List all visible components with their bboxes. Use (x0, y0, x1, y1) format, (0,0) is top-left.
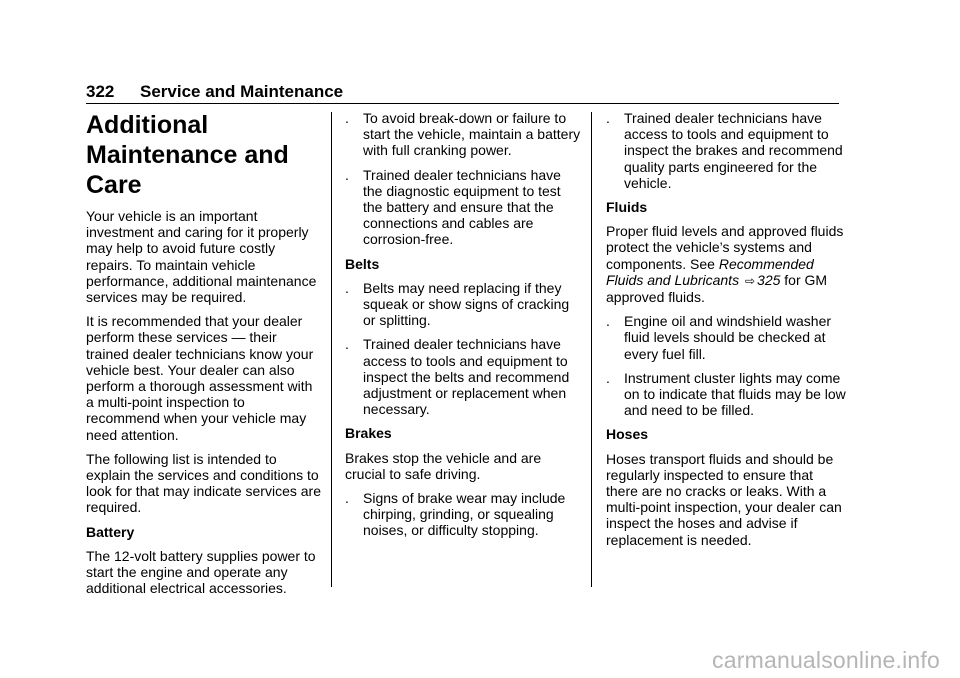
page-ref-arrow-icon: ⇨ (744, 273, 756, 288)
bullet-marker: . (345, 166, 349, 183)
battery-paragraph: The 12-volt battery supplies power to start the engine and operate any additional electrical accessories. (86, 547, 316, 597)
fluids-paragraph (606, 223, 846, 305)
intro-paragraph: Your vehicle is an important investment and caring for it properly may help to avoid future costly repairs. To maintain vehicle performance, additional maintenance services may be required. (86, 208, 317, 306)
page-title-line-2: Maintenance and Care (86, 141, 289, 199)
watermark: carmanualsonline.info (712, 647, 940, 673)
page-title-line-1: Additional (86, 111, 209, 139)
page-title (86, 110, 322, 200)
list-intro-paragraph: The following list is intended to explain the services and conditions to look for that may indicate services are required. (86, 450, 321, 516)
list-item-text: Trained dealer technicians have the diagnostic equipment to test the battery and ensure that the connections and cables are corrosion-free. (363, 166, 561, 248)
fluids-text: Proper fluid levels and approved fluids protect the vehicle’s systems and components. See (606, 223, 844, 272)
column-1 (86, 110, 322, 604)
bullet-marker: . (345, 110, 349, 126)
hoses-paragraph: Hoses transport fluids and should be regularly inspected to ensure that there are no cracks or leaks. With a multi-point inspection, your dealer can inspect the hoses and advise if replacement is needed. (606, 450, 842, 548)
list-item-text: Trained dealer technicians have access to tools and equipment to inspect the belts and recommend adjustment or replacement when necessary. (363, 336, 570, 418)
list-item (345, 490, 583, 539)
hoses-heading: Hoses (606, 426, 649, 443)
list-item (345, 280, 583, 329)
list-item (606, 313, 846, 362)
belts-heading: Belts (345, 255, 380, 272)
dealer-paragraph: It is recommended that your dealer perform these services — their trained dealer technicians know your vehicle best. Your dealer can also perform a thorough assessment with a multi-point inspection to recommend when your vehicle may need attention. (86, 313, 314, 443)
battery-heading: Battery (86, 523, 135, 540)
column-divider-1 (331, 112, 332, 587)
list-item (345, 110, 583, 159)
brakes-paragraph: Brakes stop the vehicle and are crucial to safe driving. (345, 449, 542, 482)
bullet-marker: . (606, 110, 610, 126)
bullet-marker: . (345, 490, 349, 507)
cross-reference-link[interactable]: Recommended Fluids and Lubricants (606, 255, 814, 288)
list-item-text: Signs of brake wear may include chirping, grinding, or squealing noises, or difficulty stopping. (363, 490, 566, 539)
fluids-heading: Fluids (606, 199, 648, 216)
column-2 (345, 110, 583, 547)
bullet-marker: . (606, 369, 610, 386)
list-item-text: Belts may need replacing if they squeak or show signs of cracking or splitting. (363, 279, 570, 329)
column-3 (606, 110, 846, 556)
section-title: Service and Maintenance (140, 82, 344, 101)
list-item-text: Instrument cluster lights may come on to indicate that fluids may be low and need to be filled. (624, 369, 846, 419)
bullet-marker: . (606, 313, 610, 330)
list-item-text: Trained dealer technicians have access to tools and equipment to inspect the brakes and recommend quality parts engineered for the vehicle. (624, 110, 843, 191)
list-item (345, 336, 583, 417)
list-item (606, 370, 846, 419)
bullet-marker: . (345, 279, 349, 296)
page-number: 322 (86, 82, 115, 101)
bullet-marker: . (345, 336, 349, 353)
fluids-text-end: for GM approved fluids. (606, 271, 828, 306)
list-item-text: Engine oil and windshield washer fluid levels should be checked at every fuel fill. (624, 313, 832, 362)
page-header (86, 82, 839, 104)
brakes-heading: Brakes (345, 425, 392, 442)
list-item (606, 110, 846, 191)
column-divider-2 (591, 112, 592, 587)
list-item (345, 167, 583, 248)
cross-reference-page[interactable]: 325 (757, 271, 781, 288)
list-item-text: To avoid break-down or failure to start the vehicle, maintain a battery with full cranking power. (363, 110, 581, 159)
header-rule (86, 103, 839, 104)
